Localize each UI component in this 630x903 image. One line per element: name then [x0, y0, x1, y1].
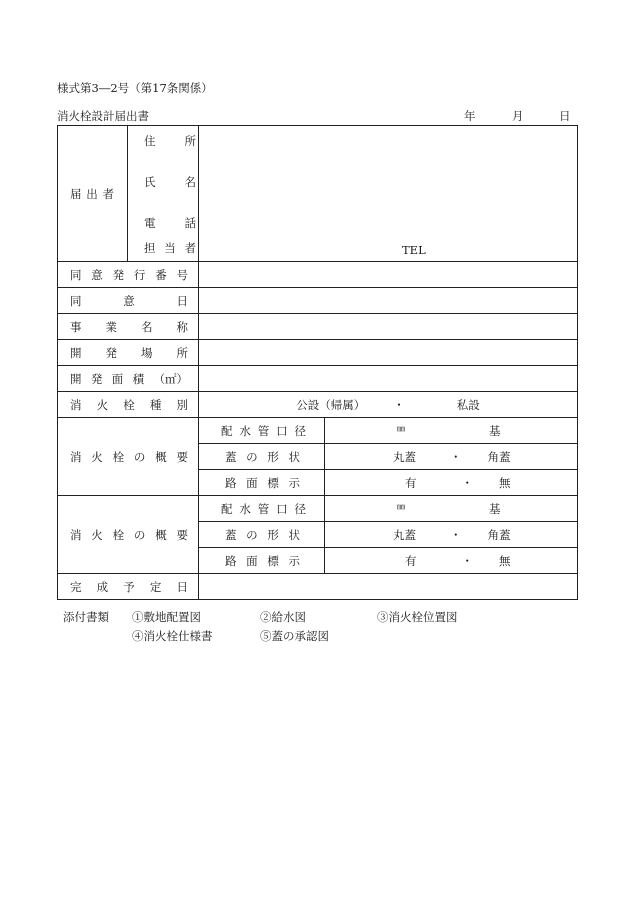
address-label: 住 所 — [144, 133, 196, 148]
option-public[interactable]: 公設（帰属） — [296, 397, 366, 412]
tel-label: TEL — [402, 243, 426, 257]
dev-location-label: 開 発 場 所 — [58, 340, 199, 366]
application-form-table — [57, 125, 578, 600]
project-name-field[interactable] — [199, 314, 578, 340]
contact-label: 担 当 者 — [144, 240, 196, 255]
applicant-label-cell: 届 出 者 — [58, 126, 128, 262]
lid-shape-field-1[interactable]: 丸蓋 ・ 角蓋 — [325, 444, 578, 470]
lid-shape-label-1: 蓋 の 形 状 — [199, 444, 325, 470]
completion-date-field[interactable] — [199, 574, 578, 600]
dev-location-field[interactable] — [199, 340, 578, 366]
option-private[interactable]: 私設 — [456, 397, 480, 412]
dev-area-field[interactable] — [199, 366, 578, 392]
road-marking-field-2[interactable]: 有 ・ 無 — [325, 548, 578, 574]
hydrant-overview-label-1: 消 火 栓 の 概 要 — [58, 418, 199, 496]
project-name-label: 事 業 名 称 — [58, 314, 199, 340]
consent-number-label: 同 意 発 行 番 号 — [58, 262, 199, 288]
option-separator: ・ — [393, 397, 405, 412]
phone-label: 電 話 — [144, 215, 196, 230]
date-day-label: 日 — [559, 109, 571, 123]
name-label: 氏 名 — [144, 174, 196, 189]
hydrant-type-label: 消 火 栓 種 別 — [58, 392, 199, 418]
pipe-diameter-label-2: 配 水 管 口 径 — [199, 496, 325, 522]
road-marking-label-1: 路 面 標 示 — [199, 470, 325, 496]
lid-shape-label-2: 蓋 の 形 状 — [199, 522, 325, 548]
consent-date-field[interactable] — [199, 288, 578, 314]
hydrant-overview-label-2: 消 火 栓 の 概 要 — [58, 496, 199, 574]
road-marking-field-1[interactable]: 有 ・ 無 — [325, 470, 578, 496]
consent-number-field[interactable] — [199, 262, 578, 288]
applicant-entry-field[interactable] — [199, 126, 578, 262]
pipe-diameter-field-1[interactable]: ㎜ 基 — [325, 418, 578, 444]
attachments-label: 添付書類 — [63, 610, 109, 624]
pipe-diameter-label-1: 配 水 管 口 径 — [199, 418, 325, 444]
road-marking-label-2: 路 面 標 示 — [199, 548, 325, 574]
dev-area-label: 開 発 面 積 （㎡） — [58, 366, 199, 392]
attachment-item-1: ①敷地配置図 — [132, 610, 201, 624]
consent-date-label: 同 意 日 — [58, 288, 199, 314]
attachment-item-5: ⑤蓋の承認図 — [260, 629, 329, 643]
completion-date-label: 完 成 予 定 日 — [58, 574, 199, 600]
lid-shape-field-2[interactable]: 丸蓋 ・ 角蓋 — [325, 522, 578, 548]
attachment-item-4: ④消火栓仕様書 — [132, 629, 213, 643]
hydrant-type-options[interactable] — [199, 392, 578, 418]
applicant-sublabels — [128, 126, 199, 262]
attachment-item-2: ②給水図 — [260, 610, 306, 624]
attachment-item-3: ③消火栓位置図 — [377, 610, 458, 624]
pipe-diameter-field-2[interactable]: ㎜ 基 — [325, 496, 578, 522]
date-month-label: 月 — [512, 109, 524, 123]
date-year-label: 年 — [464, 109, 476, 123]
form-title: 消火栓設計届出書 — [57, 109, 149, 123]
form-number: 様式第3―2号（第17条関係） — [57, 81, 213, 95]
